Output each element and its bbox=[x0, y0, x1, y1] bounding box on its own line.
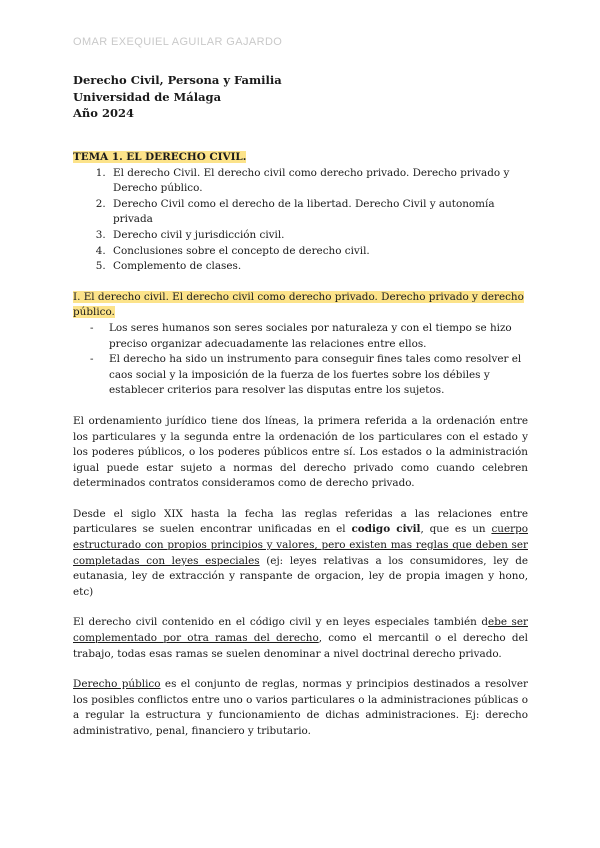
tema-outline-item: 5. Complemento de clases. bbox=[109, 259, 528, 275]
underlined-phrase: cuerpo estructurado con propios principios y valores, pero existen mas reglas que deben ser completadas con leyes especiales bbox=[73, 523, 528, 567]
tema-outline-item: 1. El derecho Civil. El derecho civil como derecho privado. Derecho privado y Derecho público. bbox=[109, 166, 528, 197]
document-header bbox=[73, 72, 282, 122]
underlined-term: Derecho público bbox=[73, 678, 161, 691]
paragraph-derecho-publico bbox=[73, 677, 528, 739]
tema-title-text: TEMA 1. EL DERECHO CIVIL. bbox=[73, 151, 247, 163]
paragraph-ramas bbox=[73, 615, 528, 662]
section-title bbox=[73, 290, 528, 321]
text-run: es el conjunto de reglas, normas y principios destinados a resolver los posibles conflictos entre uno o varios particulares o la administraciones públicas o a regular la estructura y funcionamiento de dichas administraciones. Ej: derecho administrativo, penal, financiero y tributario. bbox=[73, 678, 528, 737]
tema-outline-item: 4. Conclusiones sobre el concepto de derecho civil. bbox=[109, 244, 528, 260]
university-name: Universidad de Málaga bbox=[73, 89, 222, 104]
text-run: (ej: leyes relativas a los consumidores, ley de eutanasia, ley de extracción y ranspante de orgacion, ley de propia imagen y hono, etc) bbox=[73, 554, 529, 598]
watermark: OMAR EXEQUIEL AGUILAR GAJARDO bbox=[73, 36, 283, 48]
section-title-text: I. El derecho civil. El derecho civil como derecho privado. Derecho privado y derecho público. bbox=[73, 290, 524, 319]
bullet-item: - Los seres humanos son seres sociales por naturaleza y con el tiempo se hizo preciso organizar adecuadamente las relaciones entre ellos. bbox=[109, 321, 528, 352]
paragraph-codigo-civil bbox=[73, 507, 528, 601]
tema-outline bbox=[73, 166, 528, 275]
section-bullets bbox=[73, 321, 528, 399]
document-body bbox=[73, 150, 528, 740]
year: Año 2024 bbox=[73, 106, 134, 120]
tema-outline-item: 2. Derecho Civil como el derecho de la libertad. Derecho Civil y autonomía privada bbox=[109, 197, 528, 228]
tema-title bbox=[73, 150, 528, 166]
bullet-item: - El derecho ha sido un instrumento para conseguir fines tales como resolver el caos social y la imposición de la fuerza de los fuertes sobre los débiles y establecer criterios para resolver las disputas entre los sujetos. bbox=[109, 352, 528, 399]
bold-term: codigo civil bbox=[351, 523, 421, 536]
text-run: , como el mercantil o el derecho del trabajo, todas esas ramas se suelen denominar a nivel doctrinal derecho privado. bbox=[73, 632, 528, 660]
underlined-phrase: ebe ser complementado por otra ramas del derecho bbox=[73, 616, 528, 645]
text-run: El derecho civil contenido en el código civil y en leyes especiales también d bbox=[73, 616, 489, 629]
paragraph-ordenamiento: El ordenamiento jurídico tiene dos líneas, la primera referida a la ordenación entre los particulares y la segunda entre la ordenación de los particulares con el estado y los poderes públicos, o los poderes públicos entre sí. Los estados o la administración igual puede estar sujeto a normas del derecho privado como cuando celebren determinados contratos consideramos como de derecho privado. bbox=[73, 414, 528, 490]
text-run: Desde el siglo XIX hasta la fecha las reglas referidas a las relaciones entre particulares se suelen encontrar unificadas en el bbox=[73, 507, 528, 536]
course-title: Derecho Civil, Persona y Familia bbox=[73, 73, 282, 87]
tema-outline-item: 3. Derecho civil y jurisdicción civil. bbox=[109, 228, 528, 244]
text-run: , que es un bbox=[420, 523, 492, 536]
